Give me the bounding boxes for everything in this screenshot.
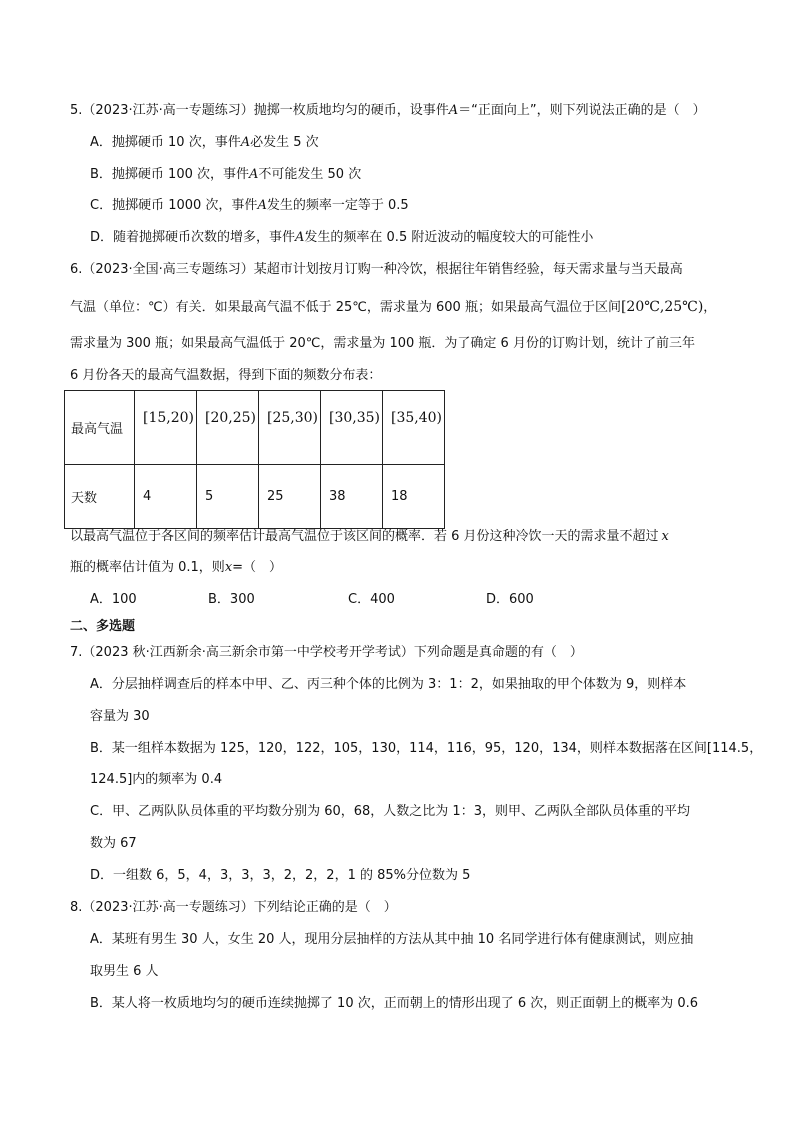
interval-label: [35,40) bbox=[391, 409, 443, 426]
q7-option-c-cont: 数为 67 bbox=[90, 836, 137, 851]
q6-option-a: A．100 bbox=[90, 592, 137, 607]
q7-option-b: B．某一组样本数据为 125，120，122，105，130，114，116，95，120，134，则样本数据落在区间[114.5， bbox=[90, 741, 763, 756]
q5-option-c-text-2: 发生的频率一定等于 0.5 bbox=[266, 198, 409, 213]
q6-line-5 bbox=[70, 528, 669, 546]
q8-stem: 8.（2023·江苏·高一专题练习）下列结论正确的是（ ） bbox=[70, 900, 397, 915]
table-cell bbox=[135, 391, 197, 465]
table-cell: 18 bbox=[383, 465, 445, 529]
section-heading: 二、多选题 bbox=[70, 619, 136, 634]
q7-stem: 7.（2023 秋·江西新余·高三新余市第一中学校考开学考试）下列命题是真命题的有（ ） bbox=[70, 645, 583, 660]
table-cell bbox=[197, 391, 259, 465]
q5-option-a-var: A bbox=[240, 135, 251, 150]
q5-option-b bbox=[90, 166, 361, 184]
q5-stem-text: 5.（2023·江苏·高一专题练习）抛掷一枚质地均匀的硬币，设事件 bbox=[70, 103, 449, 118]
q6-line-6-text: 瓶的概率估计值为 0.1，则 bbox=[70, 560, 225, 575]
q6-option-c: C．400 bbox=[348, 592, 395, 607]
q6-line-1: 6.（2023·全国·高三专题练习）某超市计划按月订购一种冷饮，根据往年销售经验，每天需求量与当天最高 bbox=[70, 262, 683, 277]
q5-option-c bbox=[90, 197, 409, 215]
q6-line-6 bbox=[70, 559, 282, 577]
q5-option-b-text: B．抛掷硬币 100 次，事件 bbox=[90, 167, 249, 182]
q5-option-d bbox=[90, 229, 593, 247]
q6-line-2-text: 气温（单位：℃）有关．如果最高气温不低于 25℃，需求量为 600 瓶；如果最高气温位于区间 bbox=[70, 300, 621, 315]
table-cell bbox=[321, 391, 383, 465]
q6-line-2 bbox=[70, 298, 716, 317]
q5-option-c-text: C．抛掷硬币 1000 次，事件 bbox=[90, 198, 258, 213]
q6-interval: [20℃,25℃) bbox=[620, 299, 704, 315]
table-row bbox=[65, 391, 445, 465]
q6-line-3: 需求量为 300 瓶；如果最高气温低于 20℃，需求量为 100 瓶．为了确定 6 月份的订购计划，统计了前三年 bbox=[70, 336, 695, 351]
q6-line-2-end: ， bbox=[703, 300, 717, 315]
q8-option-a-cont: 取男生 6 人 bbox=[90, 964, 159, 979]
q5-var-a: A bbox=[448, 103, 459, 118]
q6-line-5-text: 以最高气温位于各区间的频率估计最高气温位于该区间的概率．若 6 月份这种冷饮一天的需求量不超过 bbox=[70, 529, 659, 544]
table-cell bbox=[383, 391, 445, 465]
q5-option-a bbox=[90, 134, 319, 152]
interval-label: [30,35) bbox=[329, 409, 381, 426]
table-cell bbox=[259, 391, 321, 465]
q6-var-x-2: x bbox=[224, 560, 233, 575]
q7-option-a-cont: 容量为 30 bbox=[90, 709, 150, 724]
table-cell: 4 bbox=[135, 465, 197, 529]
q5-option-b-var: A bbox=[249, 167, 259, 182]
q5-option-b-text-2: 不可能发生 50 次 bbox=[258, 167, 362, 182]
interval-label: [20,25) bbox=[205, 409, 257, 426]
q5-stem bbox=[70, 102, 706, 120]
q8-option-b: B．某人将一枚质地均匀的硬币连续抛掷了 10 次，正而朝上的情形出现了 6 次，则正面朝上的概率为 0.6 bbox=[90, 996, 699, 1011]
q5-option-c-var: A bbox=[257, 198, 267, 213]
q5-stem-text-2: ＝“正面向上”，则下列说法正确的是（ ） bbox=[458, 103, 706, 118]
q6-line-4: 6 月份各天的最高气温数据，得到下面的频数分布表： bbox=[70, 368, 382, 383]
interval-label: [15,20) bbox=[143, 409, 195, 426]
q6-var-x: x bbox=[661, 529, 669, 544]
q7-option-a: A．分层抽样调查后的样本中甲、乙、丙三种个体的比例为 3：1：2，如果抽取的甲个体数为 9，则样本 bbox=[90, 677, 687, 692]
q6-line-6-end: =（ ） bbox=[232, 560, 283, 575]
table-row bbox=[65, 465, 445, 529]
q6-option-b: B．300 bbox=[208, 592, 255, 607]
q7-option-d: D．一组数 6，5，4，3，3，3，2，2，2，1 的 85%分位数为 5 bbox=[90, 868, 471, 883]
q5-option-d-text: D．随着抛掷硬币次数的增多，事件 bbox=[90, 230, 296, 245]
frequency-table bbox=[64, 390, 445, 529]
q5-option-d-text-2: 发生的频率在 0.5 附近波动的幅度较大的可能性小 bbox=[304, 230, 594, 245]
table-cell: 38 bbox=[321, 465, 383, 529]
q6-option-d: D．600 bbox=[486, 592, 534, 607]
q5-option-d-var: A bbox=[295, 230, 305, 245]
q8-option-a: A．某班有男生 30 人，女生 20 人，现用分层抽样的方法从其中抽 10 名同学进行体有健康测试，则应抽 bbox=[90, 932, 694, 947]
table-cell: 5 bbox=[197, 465, 259, 529]
q5-option-a-text: A．抛掷硬币 10 次，事件 bbox=[90, 135, 241, 150]
q7-option-c: C．甲、乙两队队员体重的平均数分别为 60，68，人数之比为 1：3，则甲、乙两队全部队员体重的平均 bbox=[90, 804, 690, 819]
table-header-days: 天数 bbox=[65, 465, 135, 529]
table-cell: 25 bbox=[259, 465, 321, 529]
q6-options bbox=[90, 591, 610, 609]
q5-option-a-text-2: 必发生 5 次 bbox=[250, 135, 319, 150]
interval-label: [25,30) bbox=[267, 409, 319, 426]
table-header-temp: 最高气温 bbox=[65, 391, 135, 465]
q7-option-b-cont: 124.5]内的频率为 0.4 bbox=[90, 772, 223, 787]
